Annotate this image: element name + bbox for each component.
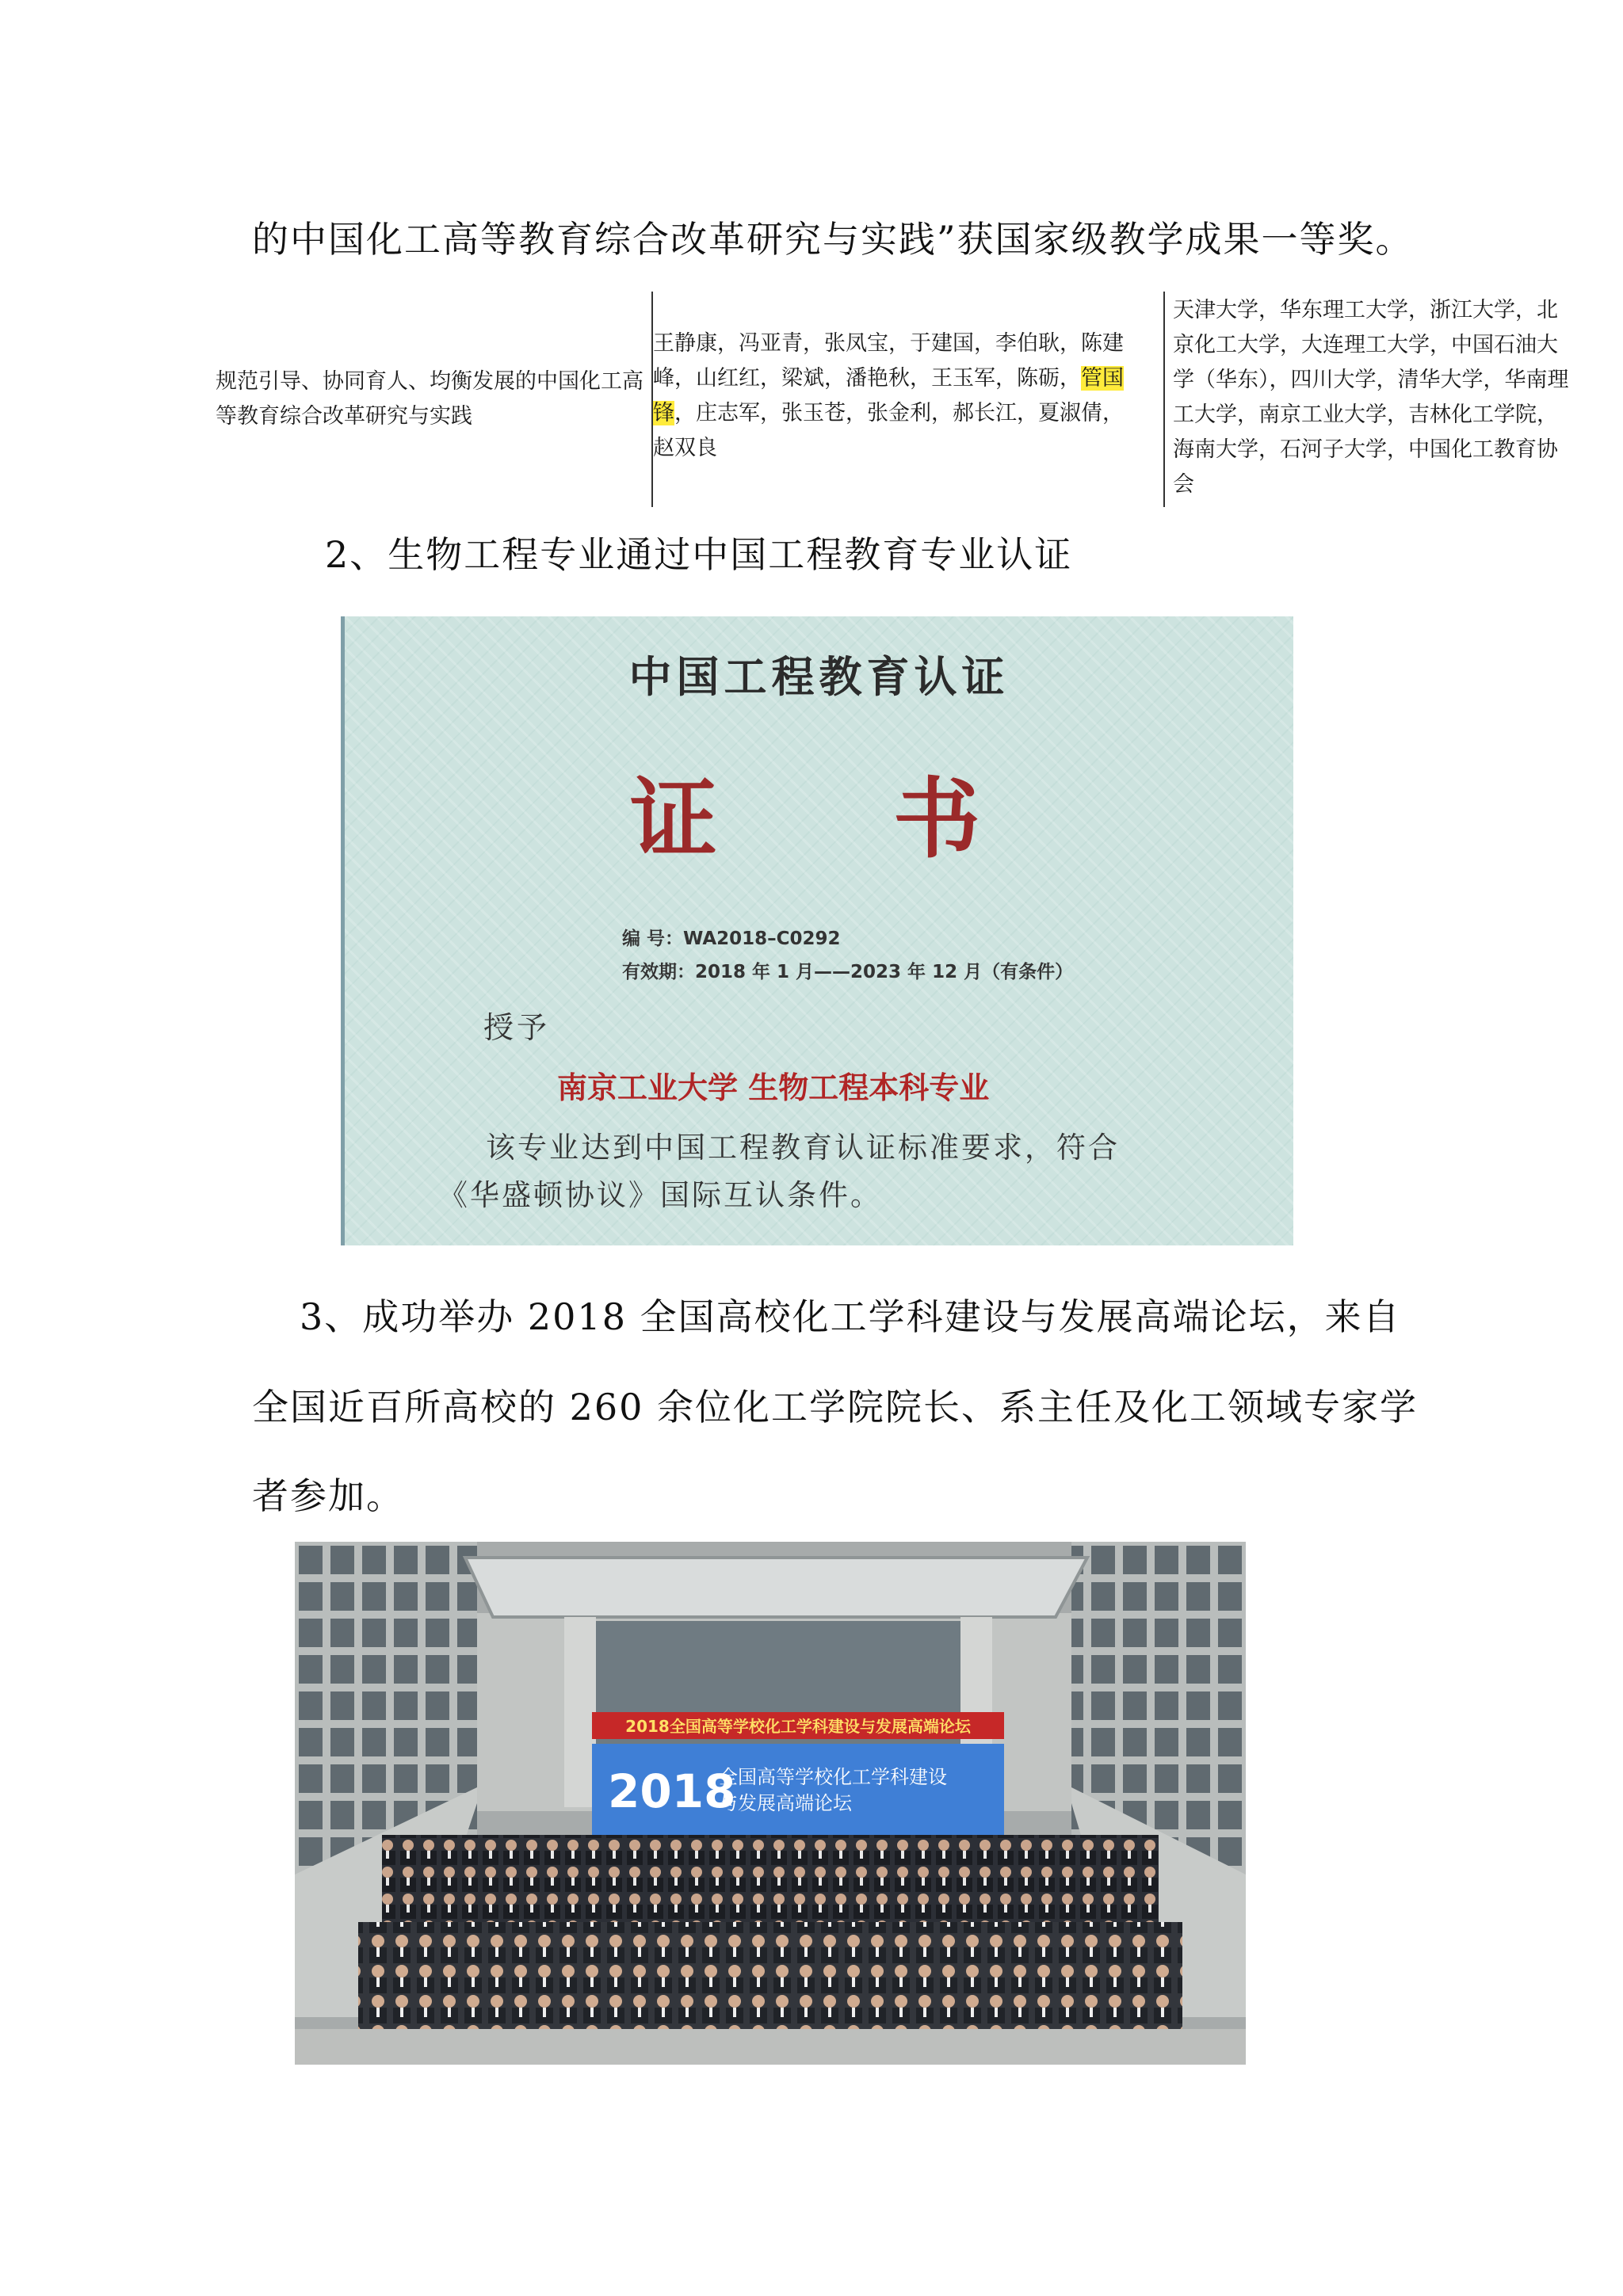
award-people-rest: ，庄志军，张玉苍，张金利，郝长江，夏淑倩，赵双良 xyxy=(653,401,1124,460)
certificate-validity: 有效期：2018 年 1 月——2023 年 12 月（有条件） xyxy=(622,962,1074,982)
forum-screen-line1: 全国高等学校化工学科建设 xyxy=(719,1766,947,1788)
certificate-desc-1: 该专业达到中国工程教育认证标准要求，符合 xyxy=(486,1131,1120,1165)
award-project: 规范引导、协同育人、均衡发展的中国化工高等教育综合改革研究与实践 xyxy=(216,369,643,429)
award-project-cell xyxy=(216,292,643,507)
paragraph-forum-2: 全国近百所高校的 260 余位化工学院院长、系主任及化工领域专家学 xyxy=(252,1386,1419,1428)
award-table xyxy=(216,292,1569,507)
certificate-desc-2: 《华盛顿协议》国际互认条件。 xyxy=(438,1178,882,1212)
paragraph-award: 的中国化工高等教育综合改革研究与实践”获国家级教学成果一等奖。 xyxy=(252,218,1414,261)
paragraph-forum-3: 者参加。 xyxy=(252,1474,404,1517)
certificate-number: 编 号：WA2018–C0292 xyxy=(622,929,841,949)
canopy xyxy=(465,1558,1087,1617)
certificate-title-left: 证 xyxy=(630,768,717,870)
forum-screen-year: 2018 xyxy=(608,1764,736,1818)
award-people: 王静康，冯亚青，张凤宝，于建国，李伯耿，陈建峰，山红红，梁斌，潘艳秋，王玉军，陈砺， xyxy=(653,331,1124,391)
certificate-heading: 中国工程教育认证 xyxy=(628,651,1010,702)
table-divider xyxy=(1163,292,1165,507)
certificate-recipient: 南京工业大学 生物工程本科专业 xyxy=(557,1070,990,1105)
certificate-image xyxy=(341,616,1293,1245)
crowd-back xyxy=(382,1835,1159,1930)
highlighted-name: 管国锋 xyxy=(653,366,1124,425)
award-people-cell xyxy=(653,292,1136,507)
forum-banner: 2018全国高等学校化工学科建设与发展高端论坛 xyxy=(625,1717,971,1736)
section-heading-2: 2、生物工程专业通过中国工程教育专业认证 xyxy=(325,533,1073,576)
certificate-title-right: 书 xyxy=(893,768,980,870)
paragraph-forum-1: 3、成功举办 2018 全国高校化工学科建设与发展高端论坛，来自 xyxy=(300,1295,1401,1338)
forum-screen-line2: 与发展高端论坛 xyxy=(719,1792,852,1814)
award-institutions-cell xyxy=(1173,292,1569,507)
certificate-grant: 授予 xyxy=(483,1010,551,1045)
crowd-front xyxy=(358,1922,1182,2033)
group-photo xyxy=(295,1542,1246,2065)
award-institutions: 天津大学，华东理工大学，浙江大学，北京化工大学，大连理工大学，中国石油大学（华东），四川大学，清华大学，华南理工大学，南京工业大学，吉林化工学院，海南大学，石河子大学，中国化工教育协会 xyxy=(1173,298,1569,497)
ground xyxy=(295,2029,1246,2065)
